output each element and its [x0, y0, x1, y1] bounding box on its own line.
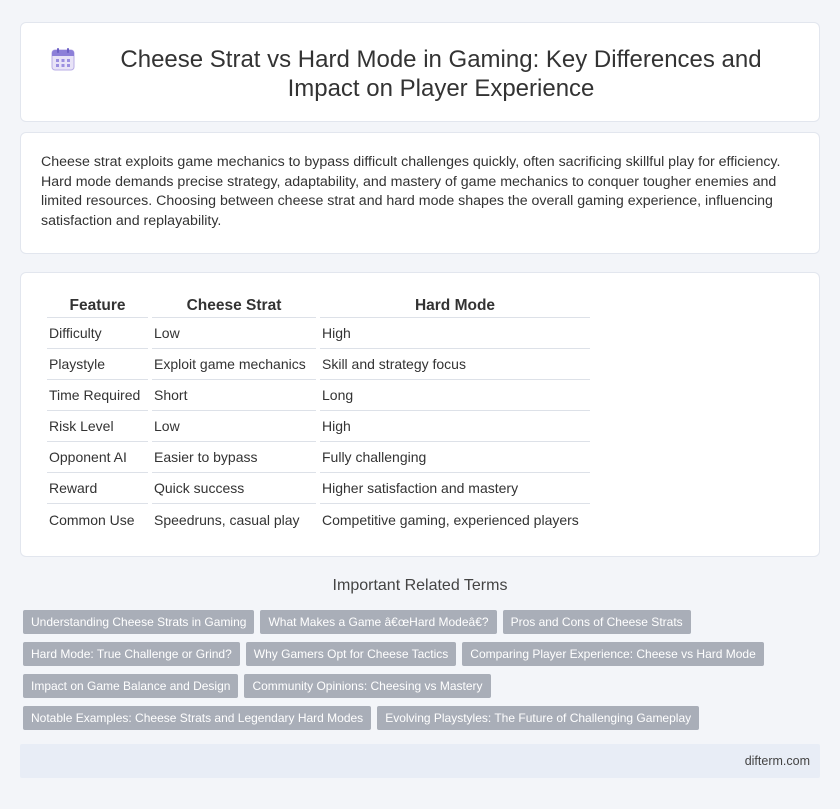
table-cell: Short [152, 380, 316, 411]
table-cell: High [320, 318, 590, 349]
table-cell: Low [152, 318, 316, 349]
table-cell: Time Required [47, 380, 148, 411]
header-card [20, 22, 820, 122]
table-cell: Higher satisfaction and mastery [320, 473, 590, 504]
table-cell: Long [320, 380, 590, 411]
intro-paragraph: Cheese strat exploits game mechanics to bypass difficult challenges quickly, often sacrificing skillful play for efficiency. Hard mode demands precise strategy, adaptability, and mastery of game mechanics to conquer tougher enemies and limited resources. Choosing between cheese strat and hard mode shapes the overall gaming experience, influencing satisfaction and replayability. [41, 154, 781, 229]
table-row [47, 411, 590, 442]
tag-row [23, 674, 823, 698]
table-cell: Skill and strategy focus [320, 349, 590, 380]
table-row [47, 318, 590, 349]
page-title: Cheese Strat vs Hard Mode in Gaming: Key Differences and Impact on Player Experience [120, 46, 762, 102]
table-cell: Low [152, 411, 316, 442]
related-term-tag[interactable]: Comparing Player Experience: Cheese vs Hard Mode [462, 642, 763, 666]
column-header-hard-mode: Hard Mode [320, 295, 590, 318]
tag-row [23, 706, 823, 730]
related-terms-tags [23, 610, 823, 738]
table-row [47, 380, 590, 411]
table-row [47, 349, 590, 380]
related-term-tag[interactable]: What Makes a Game â€œHard Modeâ€? [260, 610, 496, 634]
calendar-icon [51, 47, 75, 71]
table-cell: Common Use [49, 511, 135, 528]
comparison-card [20, 272, 820, 557]
tag-row [23, 642, 823, 666]
related-term-tag[interactable]: Why Gamers Opt for Cheese Tactics [246, 642, 457, 666]
title-wrap [21, 23, 819, 103]
footer-site-link[interactable]: difterm.com [744, 754, 810, 768]
table-cell: Risk Level [47, 411, 148, 442]
table-cell: High [320, 411, 590, 442]
column-header-feature: Feature [47, 295, 148, 318]
related-term-tag[interactable]: Notable Examples: Cheese Strats and Legendary Hard Modes [23, 706, 371, 730]
table-row [47, 504, 590, 535]
table-cell: Difficulty [47, 318, 148, 349]
table-cell: Playstyle [47, 349, 148, 380]
table-header-row [47, 295, 590, 318]
comparison-table [43, 295, 594, 535]
related-term-tag[interactable]: Understanding Cheese Strats in Gaming [23, 610, 254, 634]
table-cell: Easier to bypass [152, 442, 316, 473]
table-cell: Reward [47, 473, 148, 504]
table-row [47, 473, 590, 504]
tag-row [23, 610, 823, 634]
intro-card [20, 132, 820, 254]
related-term-tag[interactable]: Community Opinions: Cheesing vs Mastery [244, 674, 490, 698]
related-term-tag[interactable]: Hard Mode: True Challenge or Grind? [23, 642, 240, 666]
related-term-tag[interactable]: Evolving Playstyles: The Future of Challenging Gameplay [377, 706, 699, 730]
footer [20, 744, 820, 778]
related-term-tag[interactable]: Impact on Game Balance and Design [23, 674, 238, 698]
table-row [47, 442, 590, 473]
table-cell: Competitive gaming, experienced players [322, 511, 579, 528]
related-term-tag[interactable]: Pros and Cons of Cheese Strats [503, 610, 691, 634]
related-terms-heading: Important Related Terms [332, 577, 508, 594]
table-cell: Speedruns, casual play [154, 511, 300, 528]
column-header-cheese-strat: Cheese Strat [152, 295, 316, 318]
table-cell: Exploit game mechanics [152, 349, 316, 380]
table-cell: Quick success [152, 473, 316, 504]
table-cell: Opponent AI [47, 442, 148, 473]
table-cell: Fully challenging [320, 442, 590, 473]
